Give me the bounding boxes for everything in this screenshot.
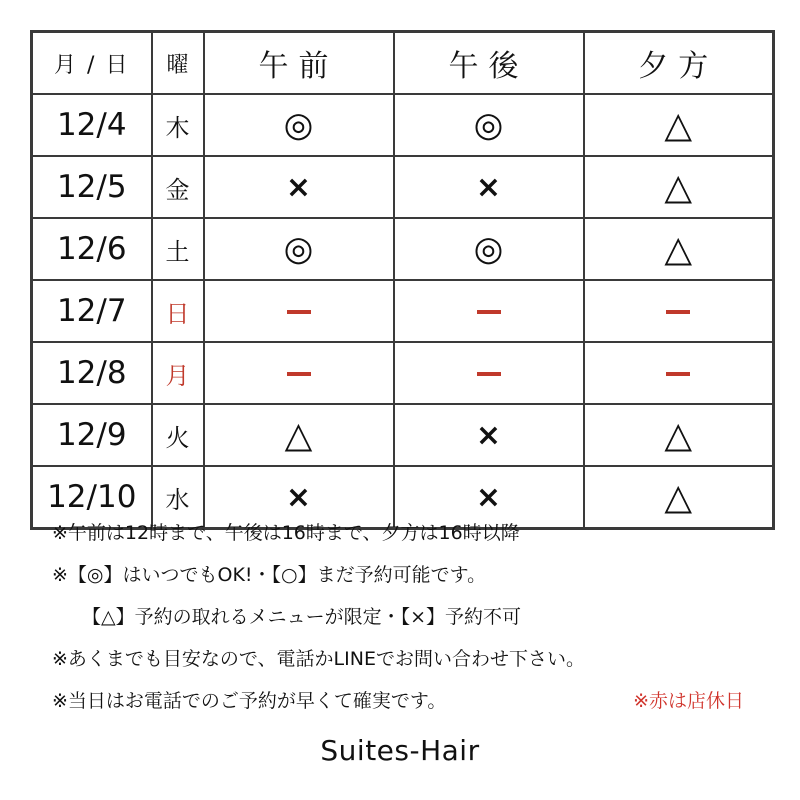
afternoon-status-cell [394, 466, 584, 529]
closed-dash-icon [477, 372, 501, 376]
closed-dash-icon [287, 310, 311, 314]
weekday-cell: 日 [152, 280, 204, 342]
header-morning: 午前 [204, 32, 394, 95]
status-mark: ◎ [473, 229, 504, 269]
evening-status-cell [584, 280, 774, 342]
date-cell: 12/6 [32, 218, 152, 280]
status-mark: △ [284, 414, 313, 456]
note-legend-1: ※【◎】はいつでもOK!・【○】まだ予約可能です。 [52, 564, 487, 586]
afternoon-status-cell [394, 342, 584, 404]
table-row [32, 404, 774, 466]
table-row [32, 156, 774, 218]
note-same-day-row [52, 690, 772, 712]
table-row [32, 466, 774, 529]
status-mark: × [285, 169, 312, 205]
header-evening: 夕方 [584, 32, 774, 95]
status-mark: ◎ [283, 105, 314, 145]
table-row [32, 342, 774, 404]
evening-status-cell [584, 218, 774, 280]
afternoon-status-cell [394, 94, 584, 156]
note-hours: ※午前は12時まで、午後は16時まで、夕方は16時以降 [52, 522, 520, 544]
status-mark: △ [664, 166, 693, 208]
weekday-cell: 土 [152, 218, 204, 280]
date-cell: 12/5 [32, 156, 152, 218]
availability-table [30, 30, 775, 530]
morning-status-cell [204, 342, 394, 404]
table-row [32, 218, 774, 280]
afternoon-status-cell [394, 280, 584, 342]
date-cell: 12/7 [32, 280, 152, 342]
notes [52, 522, 772, 732]
status-mark: ◎ [283, 229, 314, 269]
table-body [32, 94, 774, 529]
evening-status-cell [584, 404, 774, 466]
closed-dash-icon [666, 310, 690, 314]
note-contact: ※あくまでも目安なので、電話かLINEでお問い合わせ下さい。 [52, 648, 585, 670]
morning-status-cell [204, 404, 394, 466]
weekday-cell: 木 [152, 94, 204, 156]
evening-status-cell [584, 94, 774, 156]
date-cell: 12/4 [32, 94, 152, 156]
closed-dash-icon [477, 310, 501, 314]
status-mark: ◎ [473, 105, 504, 145]
evening-status-cell [584, 466, 774, 529]
morning-status-cell [204, 94, 394, 156]
status-mark: △ [664, 414, 693, 456]
weekday-cell: 火 [152, 404, 204, 466]
date-cell: 12/8 [32, 342, 152, 404]
closed-day-note: ※赤は店休日 [633, 690, 744, 712]
date-cell: 12/10 [32, 466, 152, 529]
date-cell: 12/9 [32, 404, 152, 466]
evening-status-cell [584, 342, 774, 404]
weekday-cell: 水 [152, 466, 204, 529]
status-mark: △ [664, 228, 693, 270]
closed-dash-icon [287, 372, 311, 376]
note-same-day: ※当日はお電話でのご予約が早くて確実です。 [52, 690, 447, 712]
header-weekday: 曜 [152, 32, 204, 95]
weekday-cell: 金 [152, 156, 204, 218]
status-mark: × [475, 479, 502, 515]
morning-status-cell [204, 466, 394, 529]
note-legend-2: 【△】予約の取れるメニューが限定・【×】予約不可 [82, 606, 522, 628]
status-mark: × [475, 417, 502, 453]
table-row [32, 280, 774, 342]
status-mark: × [475, 169, 502, 205]
afternoon-status-cell [394, 156, 584, 218]
header-afternoon: 午後 [394, 32, 584, 95]
table-header-row [32, 32, 774, 95]
closed-dash-icon [666, 372, 690, 376]
morning-status-cell [204, 156, 394, 218]
morning-status-cell [204, 218, 394, 280]
weekday-cell: 月 [152, 342, 204, 404]
status-mark: △ [664, 104, 693, 146]
brand-name: Suites-Hair [320, 734, 480, 767]
status-mark: × [285, 479, 312, 515]
evening-status-cell [584, 156, 774, 218]
afternoon-status-cell [394, 404, 584, 466]
morning-status-cell [204, 280, 394, 342]
status-mark: △ [664, 476, 693, 518]
header-date: 月 / 日 [32, 32, 152, 95]
afternoon-status-cell [394, 218, 584, 280]
table-row [32, 94, 774, 156]
